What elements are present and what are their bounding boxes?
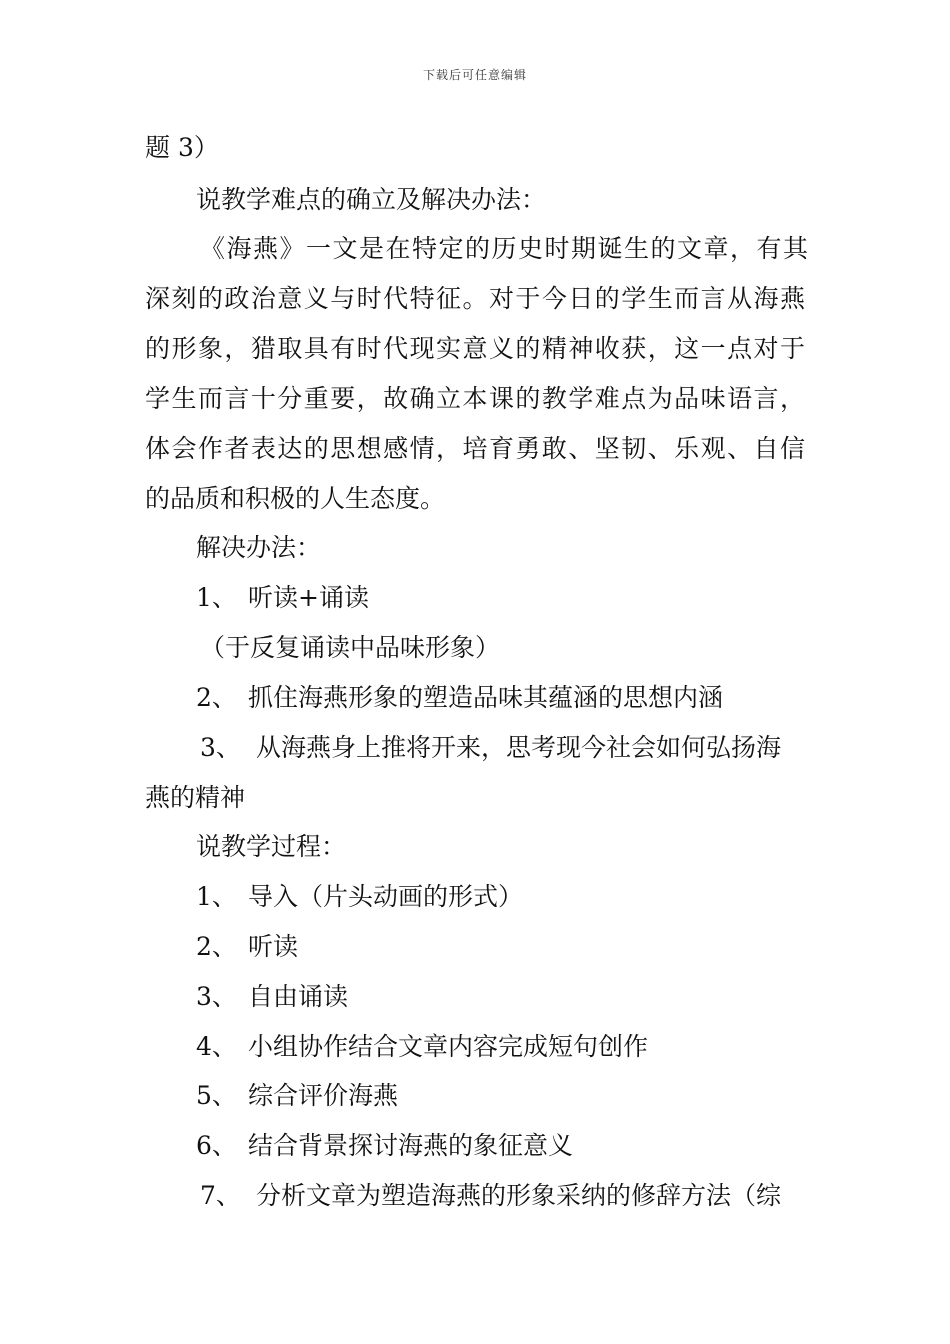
list-number: 2、 [196,932,237,961]
list-text: 听读 [248,932,299,961]
list-number: 1、 [196,583,237,612]
list-text: 小组协作结合文章内容完成短句创作 [248,1032,649,1061]
section-heading: 说教学过程： [196,832,347,861]
section-heading: 说教学难点的确立及解决办法： [196,185,547,214]
list-item [196,929,298,965]
list-number: 5、 [196,1081,237,1110]
list-item [196,979,348,1015]
list-item [196,1128,573,1164]
list-text: 分析文章为塑造海燕的形象采纳的修辞方法（综 [256,1181,782,1210]
paragraph-line: 学生而言十分重要，故确立本课的教学难点为品味语言， [145,384,805,413]
list-item [196,580,369,616]
list-item [196,680,723,716]
list-item [200,730,808,766]
section-heading: 解决办法： [196,533,322,562]
list-item [200,1178,808,1214]
list-text: 结合背景探讨海燕的象征意义 [248,1131,574,1160]
paragraph-line: 的形象，猎取具有时代现实意义的精神收获，这一点对于 [145,334,805,363]
list-text: 从海燕身上推将开来，思考现今社会如何弘扬海 [256,733,782,762]
list-text: 听读+诵读 [248,583,369,612]
list-number: 3、 [196,982,237,1011]
list-number: 2、 [196,683,237,712]
list-number: 6、 [196,1131,237,1160]
list-number: 4、 [196,1032,237,1061]
list-number: 1、 [196,882,237,911]
page-header: 下载后可任意编辑 [422,68,527,82]
list-number: 3、 [200,733,241,762]
text-line: （于反复诵读中品味形象） [200,633,501,662]
text-line: 题 3） [145,133,219,162]
list-text: 导入（片头动画的形式） [248,882,524,911]
list-item [196,879,523,915]
list-number: 7、 [200,1181,241,1210]
list-item [196,1078,398,1114]
paragraph-line: 《海燕》一文是在特定的历史时期诞生的文章，有其 [200,234,808,263]
list-item [196,1029,648,1065]
paragraph-line: 的品质和积极的人生态度。 [145,484,446,513]
list-text: 自由诵读 [248,982,349,1011]
paragraph-line: 深刻的政治意义与时代特征。对于今日的学生而言从海燕 [145,284,805,313]
text-line: 燕的精神 [145,783,246,812]
paragraph-line: 体会作者表达的思想感情，培育勇敢、坚韧、乐观、自信 [145,434,805,463]
list-text: 抓住海燕形象的塑造品味其蕴涵的思想内涵 [248,683,724,712]
list-text: 综合评价海燕 [248,1081,399,1110]
